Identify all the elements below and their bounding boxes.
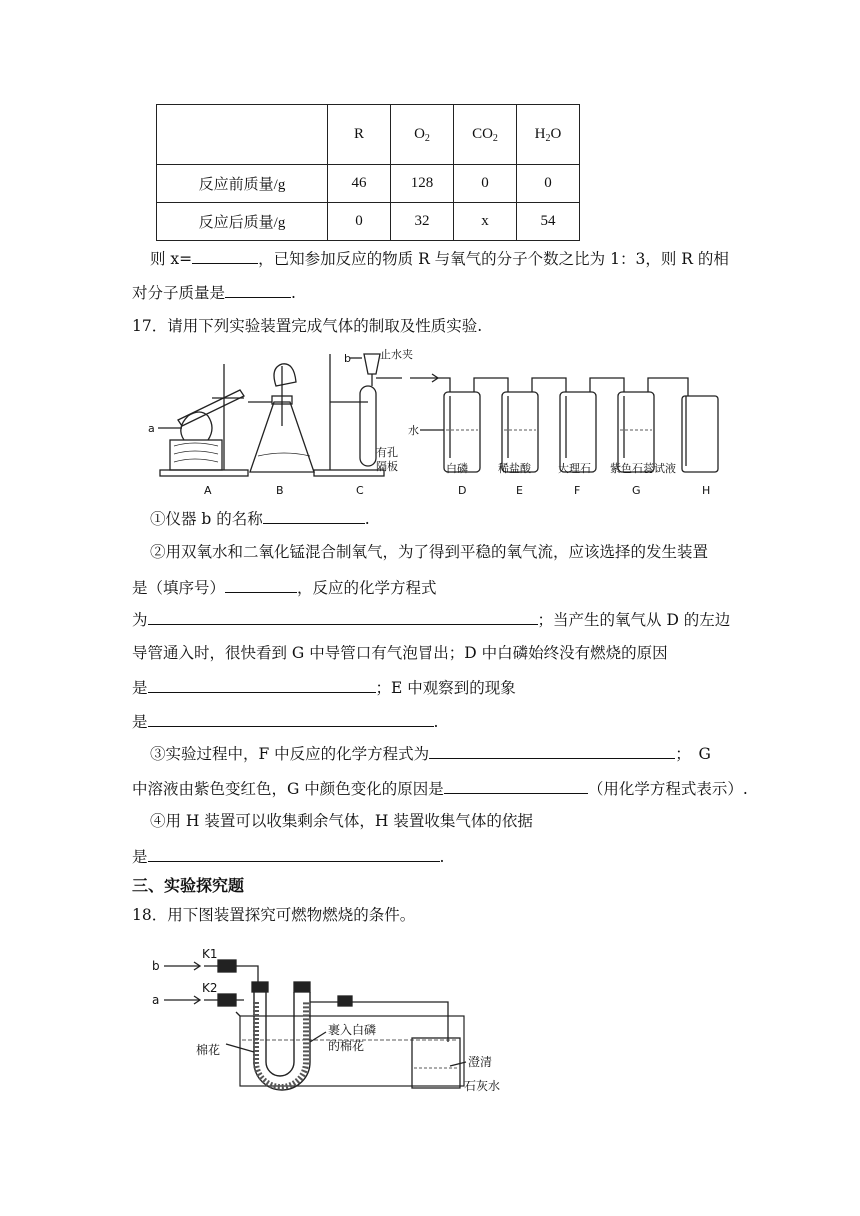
table-cell: 0 xyxy=(517,165,580,203)
letter-d: D xyxy=(458,484,467,497)
q18-title: 18．用下图装置探究可燃物燃烧的条件。 xyxy=(132,906,416,924)
apparatus-figure xyxy=(148,346,728,498)
label-d-content: 白磷 xyxy=(446,462,468,475)
letter-a: A xyxy=(204,484,212,497)
label-plate: 有孔 xyxy=(376,446,398,459)
letter-c: C xyxy=(356,484,364,497)
label-k1: K1 xyxy=(202,947,218,961)
label-cotton: 棉花 xyxy=(196,1043,221,1057)
q16-line1: 则 x= ，已知参加反应的物质 R 与氧气的分子个数之比为 1：3，则 R 的相 xyxy=(150,247,729,269)
q17-part3-line2: 中溶液由紫色变红色，G 中颜色变化的原因是 （用化学方程式表示）. xyxy=(132,777,748,799)
label-inlet-b: b xyxy=(152,959,160,973)
answer-blank-phenomenon[interactable] xyxy=(148,710,434,727)
table-header-r: R xyxy=(328,105,391,165)
q17-part1: ①仪器 b 的名称 . xyxy=(150,507,370,529)
label-inlet-a: a xyxy=(152,993,160,1007)
label-wrapped2: 的棉花 xyxy=(328,1039,365,1053)
combustion-figure xyxy=(150,942,520,1102)
q17-part2-line2: 是（填序号） ，反应的化学方程式 xyxy=(132,576,437,598)
letter-f: F xyxy=(574,484,581,497)
label-b: b xyxy=(344,352,351,365)
table-cell: 0 xyxy=(454,165,517,203)
letter-b: B xyxy=(276,484,284,497)
label-a: a xyxy=(148,422,155,435)
table-cell: x xyxy=(454,203,517,241)
label-k2: K2 xyxy=(202,981,218,995)
label-g-content: 紫色石蕊试液 xyxy=(610,462,676,475)
table-cell: 0 xyxy=(328,203,391,241)
q17-part3-line1: ③实验过程中，F 中反应的化学方程式为 ； G xyxy=(150,742,711,764)
q17-part2-line3: 为 ；当产生的氧气从 D 的左边 xyxy=(132,608,730,630)
label-clamp: 止水夹 xyxy=(380,348,413,361)
label-f-content: 大理石 xyxy=(558,462,591,475)
answer-blank-f-equation[interactable] xyxy=(429,742,675,759)
q17-title: 17．请用下列实验装置完成气体的制取及性质实验. xyxy=(132,317,483,335)
q17-part2-line1: ②用双氧水和二氧化锰混合制氧气，为了得到平稳的氧气流，应该选择的发生装置 xyxy=(150,543,709,561)
label-lime2: 石灰水 xyxy=(464,1079,501,1093)
q16-line2: 对分子质量是 . xyxy=(132,281,296,303)
label-water: 水 xyxy=(408,424,419,437)
q17-part4-line2: 是 . xyxy=(132,845,444,867)
letter-g: G xyxy=(632,484,641,497)
mass-table xyxy=(156,104,580,241)
letter-h: H xyxy=(702,484,711,497)
table-cell: 54 xyxy=(517,203,580,241)
row-label: 反应前质量/g xyxy=(157,165,328,203)
q17-part2-line5: 是 ；E 中观察到的现象 xyxy=(132,676,516,698)
answer-blank-equation[interactable] xyxy=(148,608,538,625)
label-lime1: 澄清 xyxy=(468,1055,493,1069)
label-plate2: 隔板 xyxy=(376,460,398,473)
q17-part4-line1: ④用 H 装置可以收集剩余气体，H 装置收集气体的依据 xyxy=(150,812,533,830)
letter-e: E xyxy=(516,484,523,497)
table-header-h2o: $H_2O$ xyxy=(517,105,580,165)
q17-part2-line6: 是 . xyxy=(132,710,438,732)
table-header-o2: $O_2$ xyxy=(391,105,454,165)
label-wrapped1: 裹入白磷 xyxy=(328,1023,377,1037)
answer-blank-basis[interactable] xyxy=(148,845,440,862)
answer-blank-g-equation[interactable] xyxy=(444,777,588,794)
answer-blank-device[interactable] xyxy=(225,576,297,593)
answer-blank-instrument[interactable] xyxy=(263,507,365,524)
answer-blank-x[interactable] xyxy=(192,247,258,264)
row-label: 反应后质量/g xyxy=(157,203,328,241)
table-cell: 128 xyxy=(391,165,454,203)
table-cell: 32 xyxy=(391,203,454,241)
q17-part2-line4: 导管通入时，很快看到 G 中导管口有气泡冒出；D 中白磷始终没有燃烧的原因 xyxy=(132,644,668,662)
answer-blank-reason[interactable] xyxy=(148,676,376,693)
table-header-empty xyxy=(157,105,328,165)
table-header-co2: $CO_2$ xyxy=(454,105,517,165)
label-e-content: 稀盐酸 xyxy=(498,462,531,475)
section-heading: 三、实验探究题 xyxy=(132,876,245,895)
table-cell: 46 xyxy=(328,165,391,203)
answer-blank-mass[interactable] xyxy=(225,281,291,298)
